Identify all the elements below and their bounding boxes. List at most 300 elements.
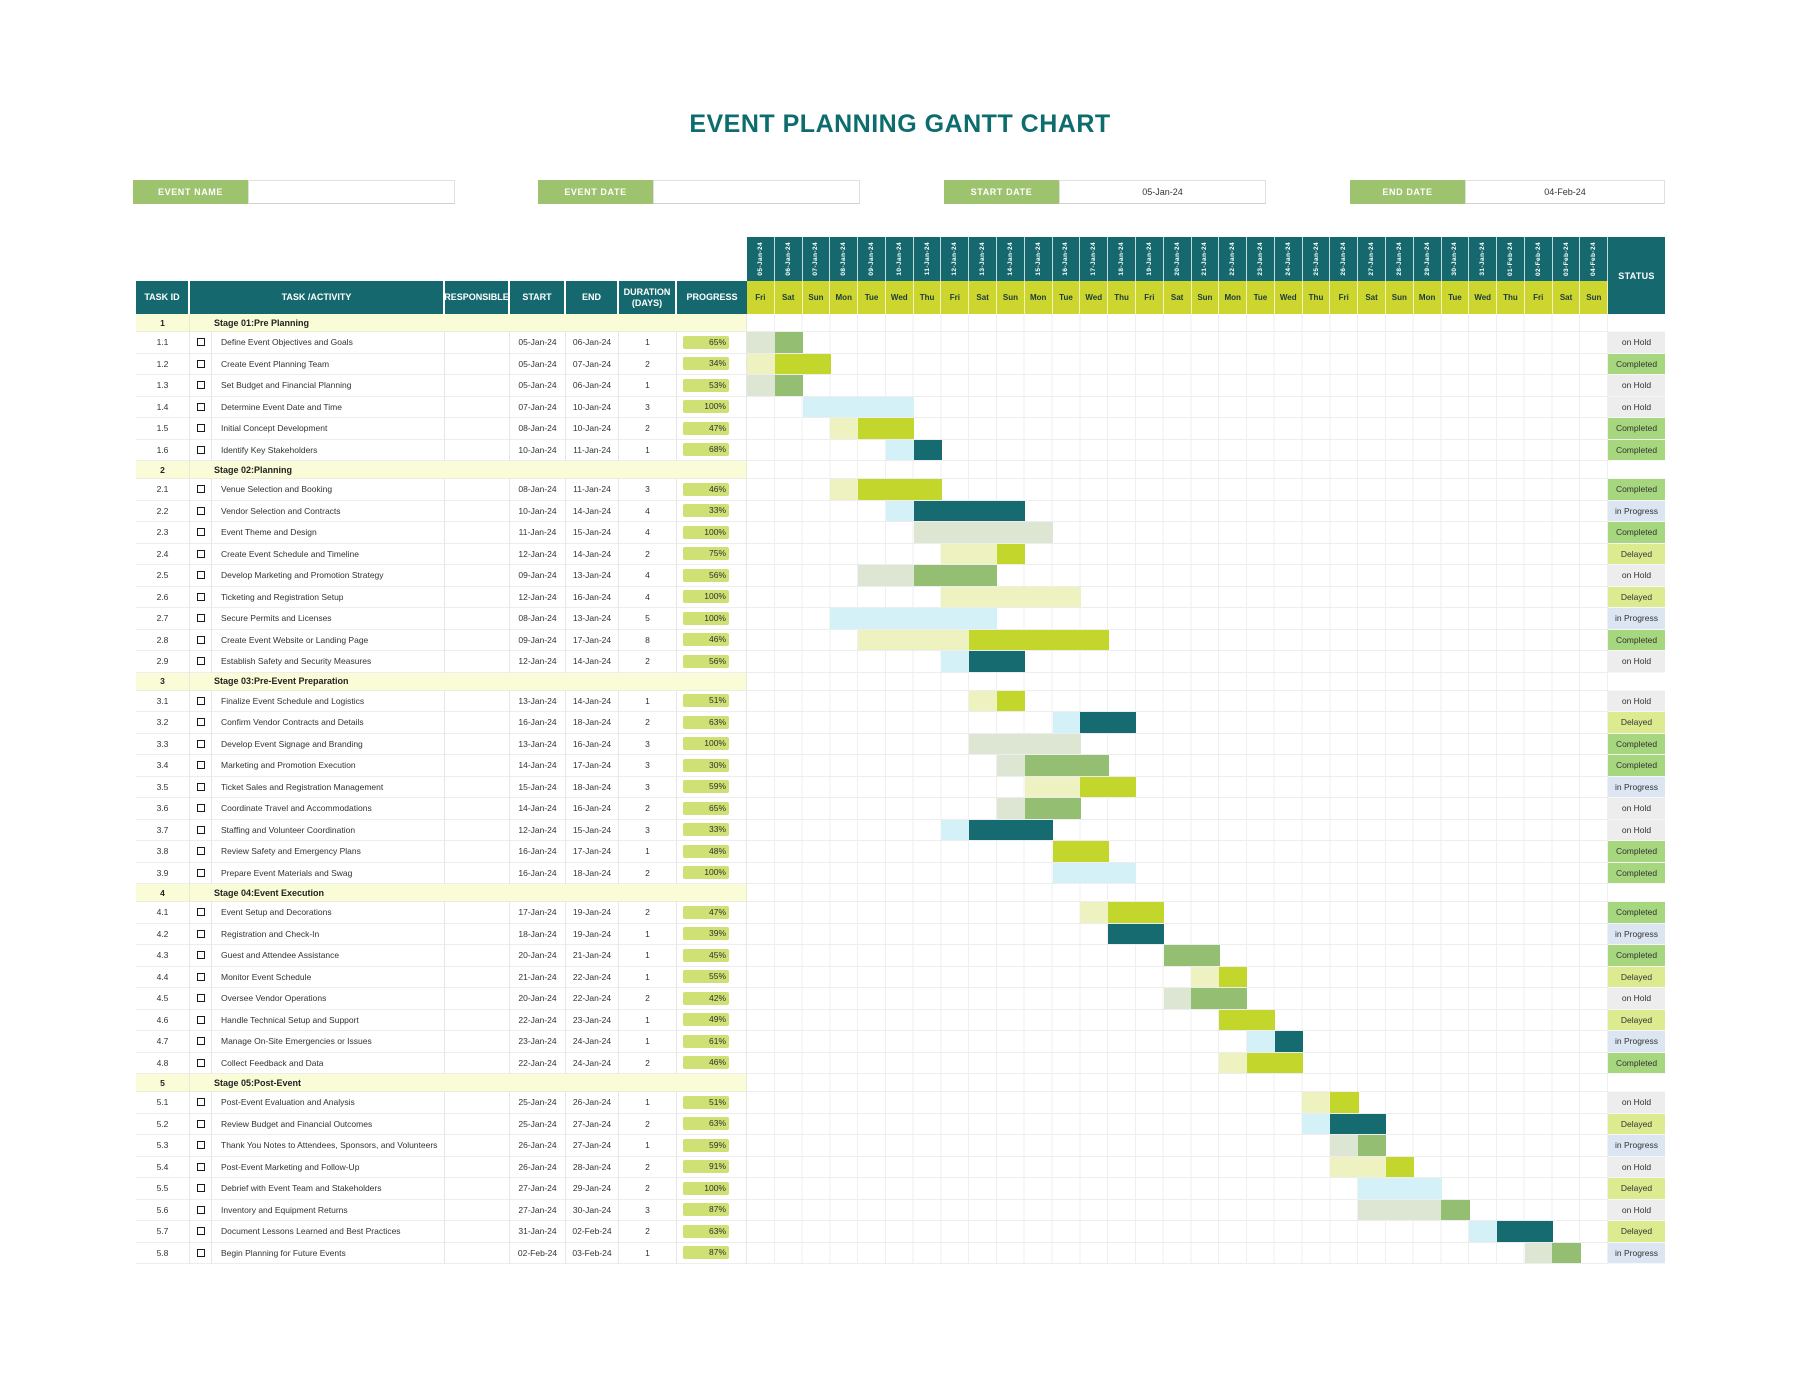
gantt-bar-segment xyxy=(886,501,914,522)
duration-cell: 1 xyxy=(619,1010,677,1032)
end-header: END xyxy=(566,281,619,314)
task-checkbox[interactable] xyxy=(197,951,205,959)
start-date-cell: 27-Jan-24 xyxy=(510,1178,566,1200)
task-checkbox[interactable] xyxy=(197,783,205,791)
gantt-bar-segment xyxy=(969,522,997,543)
stage-gantt-area xyxy=(747,461,1608,479)
date-header-cell xyxy=(1219,237,1247,281)
duration-cell: 1 xyxy=(619,1243,677,1265)
progress-cell xyxy=(677,354,747,376)
gantt-bar-segment xyxy=(969,587,997,608)
checkbox-cell xyxy=(190,924,212,946)
responsible-header: RESPONSIBLE xyxy=(445,281,510,314)
status-cell: on Hold xyxy=(1608,1157,1665,1179)
status-cell: Completed xyxy=(1608,479,1665,501)
task-row xyxy=(136,820,1665,842)
date-header-cell xyxy=(1136,237,1164,281)
progress-cell xyxy=(677,712,747,734)
task-checkbox[interactable] xyxy=(197,1098,205,1106)
task-checkbox[interactable] xyxy=(197,485,205,493)
gantt-bar-segment xyxy=(1497,1221,1525,1242)
progress-pill: 46% xyxy=(683,483,729,496)
gantt-bar-segment xyxy=(1025,734,1053,755)
gantt-bar-segment xyxy=(1525,1243,1553,1264)
task-checkbox[interactable] xyxy=(197,1141,205,1149)
end-date-cell: 14-Jan-24 xyxy=(566,691,619,713)
gantt-row-area xyxy=(747,1031,1608,1053)
start-date-cell: 22-Jan-24 xyxy=(510,1053,566,1075)
task-name-cell: Guest and Attendee Assistance xyxy=(212,945,445,967)
task-checkbox[interactable] xyxy=(197,360,205,368)
progress-pill: 75% xyxy=(683,547,729,560)
progress-cell xyxy=(677,988,747,1010)
gantt-row-area xyxy=(747,945,1608,967)
gantt-bar-segment xyxy=(747,354,775,375)
gantt-bar-segment xyxy=(1108,924,1136,945)
progress-pill: 33% xyxy=(683,823,729,836)
dow-header-cell: Fri xyxy=(1330,281,1358,314)
status-cell: Delayed xyxy=(1608,712,1665,734)
gantt-row-area xyxy=(747,1221,1608,1243)
progress-cell xyxy=(677,1031,747,1053)
stage-status-cell xyxy=(1608,314,1665,332)
event-name-input[interactable] xyxy=(248,180,455,204)
task-row xyxy=(136,1135,1665,1157)
end-date-cell: 06-Jan-24 xyxy=(566,375,619,397)
gantt-bar-segment xyxy=(1191,988,1219,1009)
end-date-cell: 14-Jan-24 xyxy=(566,651,619,673)
progress-cell xyxy=(677,544,747,566)
checkbox-cell xyxy=(190,945,212,967)
task-checkbox[interactable] xyxy=(197,973,205,981)
checkbox-cell xyxy=(190,863,212,885)
progress-pill: 30% xyxy=(683,759,729,772)
task-checkbox[interactable] xyxy=(197,507,205,515)
progress-cell xyxy=(677,1135,747,1157)
date-label: 30-Jan-24 xyxy=(1451,242,1459,276)
task-name-cell: Vendor Selection and Contracts xyxy=(212,501,445,523)
dow-header-cell: Mon xyxy=(830,281,858,314)
task-checkbox[interactable] xyxy=(197,826,205,834)
task-checkbox[interactable] xyxy=(197,424,205,432)
gantt-bar-segment xyxy=(886,479,914,500)
task-id-cell: 5.3 xyxy=(136,1135,190,1157)
dow-header-cell: Wed xyxy=(886,281,914,314)
gantt-row-area xyxy=(747,544,1608,566)
responsible-cell xyxy=(445,967,510,989)
start-date-cell: 20-Jan-24 xyxy=(510,988,566,1010)
gantt-bar-segment xyxy=(997,522,1025,543)
start-date-cell: 22-Jan-24 xyxy=(510,1010,566,1032)
responsible-cell xyxy=(445,1221,510,1243)
end-date-cell: 18-Jan-24 xyxy=(566,863,619,885)
date-header-cell xyxy=(1414,237,1442,281)
progress-cell xyxy=(677,691,747,713)
end-date-input[interactable]: 04-Feb-24 xyxy=(1465,180,1665,204)
task-checkbox[interactable] xyxy=(197,718,205,726)
progress-pill: 42% xyxy=(683,992,729,1005)
status-cell: Completed xyxy=(1608,755,1665,777)
task-id-cell: 4.8 xyxy=(136,1053,190,1075)
status-cell: in Progress xyxy=(1608,1135,1665,1157)
gantt-bar-segment xyxy=(858,608,886,629)
gantt-bar-segment xyxy=(886,565,914,586)
responsible-cell xyxy=(445,691,510,713)
progress-cell xyxy=(677,630,747,652)
status-cell: on Hold xyxy=(1608,565,1665,587)
end-date-cell: 17-Jan-24 xyxy=(566,841,619,863)
task-name-cell: Inventory and Equipment Returns xyxy=(212,1200,445,1222)
responsible-cell xyxy=(445,440,510,462)
progress-cell xyxy=(677,902,747,924)
gantt-bar-segment xyxy=(1219,988,1247,1009)
task-name-cell: Venue Selection and Booking xyxy=(212,479,445,501)
responsible-cell xyxy=(445,820,510,842)
progress-cell xyxy=(677,924,747,946)
checkbox-cell xyxy=(190,1010,212,1032)
task-name-cell: Event Theme and Design xyxy=(212,522,445,544)
gantt-row-area xyxy=(747,1114,1608,1136)
task-row xyxy=(136,988,1665,1010)
duration-cell: 2 xyxy=(619,354,677,376)
task-name-cell: Create Event Website or Landing Page xyxy=(212,630,445,652)
start-date-cell: 14-Jan-24 xyxy=(510,755,566,777)
start-date-cell: 23-Jan-24 xyxy=(510,1031,566,1053)
task-name-cell: Ticket Sales and Registration Management xyxy=(212,777,445,799)
task-name-cell: Identify Key Stakeholders xyxy=(212,440,445,462)
duration-cell: 2 xyxy=(619,988,677,1010)
gantt-bar-segment xyxy=(1025,522,1053,543)
stage-status-cell xyxy=(1608,1074,1665,1092)
date-label: 12-Jan-24 xyxy=(951,242,959,276)
progress-cell xyxy=(677,375,747,397)
gantt-bar-segment xyxy=(1414,1178,1442,1199)
task-id-cell: 5.8 xyxy=(136,1243,190,1265)
duration-cell: 2 xyxy=(619,418,677,440)
gantt-bar-segment xyxy=(1080,863,1108,884)
task-checkbox[interactable] xyxy=(197,1059,205,1067)
gantt-row-area xyxy=(747,1092,1608,1114)
responsible-cell xyxy=(445,798,510,820)
end-date-cell: 24-Jan-24 xyxy=(566,1053,619,1075)
date-header-cell xyxy=(1247,237,1275,281)
gantt-bar-segment xyxy=(830,608,858,629)
task-checkbox[interactable] xyxy=(197,908,205,916)
start-date-cell: 05-Jan-24 xyxy=(510,354,566,376)
progress-cell xyxy=(677,798,747,820)
task-row xyxy=(136,902,1665,924)
date-header-cell xyxy=(830,237,858,281)
gantt-bar-segment xyxy=(1469,1221,1497,1242)
date-header-cell xyxy=(997,237,1025,281)
progress-cell xyxy=(677,479,747,501)
date-label: 05-Jan-24 xyxy=(756,242,764,276)
gantt-bar-segment xyxy=(1053,841,1081,862)
gantt-bar-segment xyxy=(997,651,1025,672)
progress-pill: 34% xyxy=(683,357,729,370)
gantt-bar-segment xyxy=(969,734,997,755)
gantt-row-area xyxy=(747,1243,1608,1265)
responsible-cell xyxy=(445,544,510,566)
duration-cell: 4 xyxy=(619,587,677,609)
task-id-cell: 3.2 xyxy=(136,712,190,734)
task-checkbox[interactable] xyxy=(197,1037,205,1045)
dow-header-cell: Sat xyxy=(969,281,997,314)
start-date-cell: 08-Jan-24 xyxy=(510,418,566,440)
task-checkbox[interactable] xyxy=(197,1016,205,1024)
task-checkbox[interactable] xyxy=(197,930,205,938)
start-date-cell: 16-Jan-24 xyxy=(510,712,566,734)
date-header-row xyxy=(747,237,1608,281)
checkbox-cell xyxy=(190,712,212,734)
progress-pill: 51% xyxy=(683,1096,729,1109)
gantt-bar-segment xyxy=(997,798,1025,819)
start-date-cell: 16-Jan-24 xyxy=(510,863,566,885)
checkbox-cell xyxy=(190,902,212,924)
task-checkbox[interactable] xyxy=(197,1120,205,1128)
task-checkbox[interactable] xyxy=(197,636,205,644)
gantt-bar-segment xyxy=(1219,1053,1247,1074)
task-name-cell: Define Event Objectives and Goals xyxy=(212,332,445,354)
gantt-bar-segment xyxy=(969,630,997,651)
task-row xyxy=(136,841,1665,863)
task-checkbox[interactable] xyxy=(197,1249,205,1257)
stage-name: Stage 01:Pre Planning xyxy=(190,314,747,332)
task-id-cell: 1.2 xyxy=(136,354,190,376)
task-id-cell: 5.4 xyxy=(136,1157,190,1179)
status-cell: Completed xyxy=(1608,841,1665,863)
checkbox-cell xyxy=(190,1157,212,1179)
gantt-bar-segment xyxy=(1191,945,1219,966)
start-date-cell: 02-Feb-24 xyxy=(510,1243,566,1265)
event-date-input[interactable] xyxy=(653,180,860,204)
responsible-cell xyxy=(445,841,510,863)
task-checkbox[interactable] xyxy=(197,550,205,558)
progress-pill: 87% xyxy=(683,1203,729,1216)
task-id-cell: 2.5 xyxy=(136,565,190,587)
end-date-cell: 26-Jan-24 xyxy=(566,1092,619,1114)
checkbox-cell xyxy=(190,1135,212,1157)
gantt-bar-segment xyxy=(914,479,942,500)
task-row xyxy=(136,1243,1665,1265)
gantt-row-area xyxy=(747,630,1608,652)
task-id-cell: 3.9 xyxy=(136,863,190,885)
gantt-bar-segment xyxy=(1108,712,1136,733)
task-id-cell: 3.4 xyxy=(136,755,190,777)
task-id-cell: 4.7 xyxy=(136,1031,190,1053)
gantt-row-area xyxy=(747,988,1608,1010)
status-cell: in Progress xyxy=(1608,924,1665,946)
task-checkbox[interactable] xyxy=(197,847,205,855)
task-row xyxy=(136,777,1665,799)
end-date-cell: 15-Jan-24 xyxy=(566,820,619,842)
task-checkbox[interactable] xyxy=(197,593,205,601)
gantt-bar-segment xyxy=(830,397,858,418)
checkbox-cell xyxy=(190,397,212,419)
task-checkbox[interactable] xyxy=(197,1227,205,1235)
stage-id: 2 xyxy=(136,461,190,479)
date-label: 13-Jan-24 xyxy=(979,242,987,276)
task-name-cell: Finalize Event Schedule and Logistics xyxy=(212,691,445,713)
task-name-cell: Marketing and Promotion Execution xyxy=(212,755,445,777)
progress-cell xyxy=(677,734,747,756)
gantt-row-area xyxy=(747,798,1608,820)
duration-cell: 2 xyxy=(619,712,677,734)
gantt-bar-segment xyxy=(1053,734,1081,755)
task-row xyxy=(136,712,1665,734)
progress-pill: 65% xyxy=(683,802,729,815)
duration-cell: 1 xyxy=(619,945,677,967)
task-row xyxy=(136,522,1665,544)
task-checkbox[interactable] xyxy=(197,1184,205,1192)
task-checkbox[interactable] xyxy=(197,1163,205,1171)
gantt-row-area xyxy=(747,691,1608,713)
checkbox-cell xyxy=(190,691,212,713)
gantt-bar-segment xyxy=(1080,630,1108,651)
end-date-cell: 22-Jan-24 xyxy=(566,967,619,989)
gantt-bar-segment xyxy=(1025,630,1053,651)
date-header-cell xyxy=(1442,237,1470,281)
task-name-cell: Manage On-Site Emergencies or Issues xyxy=(212,1031,445,1053)
end-date-cell: 19-Jan-24 xyxy=(566,902,619,924)
task-row xyxy=(136,397,1665,419)
task-checkbox[interactable] xyxy=(197,761,205,769)
start-date-input[interactable]: 05-Jan-24 xyxy=(1059,180,1266,204)
dow-header-cell: Wed xyxy=(1275,281,1303,314)
task-row xyxy=(136,587,1665,609)
task-checkbox[interactable] xyxy=(197,740,205,748)
start-date-cell: 16-Jan-24 xyxy=(510,841,566,863)
checkbox-cell xyxy=(190,1243,212,1265)
date-header-cell xyxy=(858,237,886,281)
checkbox-cell xyxy=(190,777,212,799)
task-checkbox[interactable] xyxy=(197,994,205,1002)
dow-header-cell: Wed xyxy=(1469,281,1497,314)
status-cell: in Progress xyxy=(1608,501,1665,523)
task-checkbox[interactable] xyxy=(197,804,205,812)
gantt-bar-segment xyxy=(941,820,969,841)
date-label: 10-Jan-24 xyxy=(895,242,903,276)
task-checkbox[interactable] xyxy=(197,338,205,346)
gantt-bar-segment xyxy=(858,397,886,418)
gantt-row-area xyxy=(747,1157,1608,1179)
task-checkbox[interactable] xyxy=(197,869,205,877)
stage-row xyxy=(136,1074,1665,1092)
gantt-row-area xyxy=(747,734,1608,756)
responsible-cell xyxy=(445,734,510,756)
start-date-cell: 25-Jan-24 xyxy=(510,1114,566,1136)
progress-pill: 47% xyxy=(683,906,729,919)
duration-cell: 3 xyxy=(619,734,677,756)
task-id-cell: 4.3 xyxy=(136,945,190,967)
progress-cell xyxy=(677,945,747,967)
date-label: 23-Jan-24 xyxy=(1256,242,1264,276)
duration-cell: 2 xyxy=(619,544,677,566)
duration-cell: 5 xyxy=(619,608,677,630)
task-checkbox[interactable] xyxy=(197,697,205,705)
date-header-cell xyxy=(1580,237,1608,281)
duration-cell: 2 xyxy=(619,1178,677,1200)
responsible-cell xyxy=(445,479,510,501)
responsible-cell xyxy=(445,1178,510,1200)
stage-id: 1 xyxy=(136,314,190,332)
date-header-cell xyxy=(1525,237,1553,281)
progress-pill: 100% xyxy=(683,526,729,539)
status-cell: on Hold xyxy=(1608,691,1665,713)
task-row xyxy=(136,608,1665,630)
gantt-bar-segment xyxy=(969,608,997,629)
gantt-bar-segment xyxy=(886,440,914,461)
date-label: 11-Jan-24 xyxy=(923,242,931,276)
stage-name: Stage 05:Post-Event xyxy=(190,1074,747,1092)
task-checkbox[interactable] xyxy=(197,381,205,389)
start-date-cell: 18-Jan-24 xyxy=(510,924,566,946)
status-cell: Delayed xyxy=(1608,1114,1665,1136)
task-id-cell: 5.7 xyxy=(136,1221,190,1243)
date-label: 06-Jan-24 xyxy=(784,242,792,276)
gantt-row-area xyxy=(747,522,1608,544)
responsible-cell xyxy=(445,630,510,652)
progress-pill: 91% xyxy=(683,1160,729,1173)
gantt-bar-segment xyxy=(1358,1114,1386,1135)
task-id-cell: 3.3 xyxy=(136,734,190,756)
task-id-cell: 5.1 xyxy=(136,1092,190,1114)
task-checkbox[interactable] xyxy=(197,528,205,536)
status-cell: on Hold xyxy=(1608,798,1665,820)
progress-cell xyxy=(677,651,747,673)
progress-cell xyxy=(677,565,747,587)
task-id-cell: 3.6 xyxy=(136,798,190,820)
progress-cell xyxy=(677,440,747,462)
task-checkbox[interactable] xyxy=(197,446,205,454)
date-header-cell xyxy=(941,237,969,281)
dow-header-cell: Mon xyxy=(1219,281,1247,314)
stage-row xyxy=(136,314,1665,332)
end-date-cell: 07-Jan-24 xyxy=(566,354,619,376)
gantt-bar-segment xyxy=(1053,798,1081,819)
progress-cell xyxy=(677,332,747,354)
checkbox-cell xyxy=(190,734,212,756)
checkbox-cell xyxy=(190,522,212,544)
task-row xyxy=(136,354,1665,376)
gantt-row-area xyxy=(747,418,1608,440)
gantt-row-area xyxy=(747,375,1608,397)
start-date-cell: 31-Jan-24 xyxy=(510,1221,566,1243)
task-id-cell: 1.4 xyxy=(136,397,190,419)
gantt-row-area xyxy=(747,1135,1608,1157)
task-checkbox[interactable] xyxy=(197,571,205,579)
task-row xyxy=(136,501,1665,523)
gantt-bar-segment xyxy=(1302,1092,1330,1113)
date-label: 27-Jan-24 xyxy=(1368,242,1376,276)
responsible-cell xyxy=(445,397,510,419)
task-checkbox[interactable] xyxy=(197,403,205,411)
gantt-bar-segment xyxy=(1275,1053,1303,1074)
progress-cell xyxy=(677,1178,747,1200)
gantt-bar-segment xyxy=(1219,967,1247,988)
responsible-cell xyxy=(445,1092,510,1114)
dow-header-cell: Thu xyxy=(1497,281,1525,314)
start-date-cell: 12-Jan-24 xyxy=(510,587,566,609)
end-date-cell: 03-Feb-24 xyxy=(566,1243,619,1265)
start-date-cell: 11-Jan-24 xyxy=(510,522,566,544)
task-checkbox[interactable] xyxy=(197,657,205,665)
task-name-cell: Oversee Vendor Operations xyxy=(212,988,445,1010)
date-label: 22-Jan-24 xyxy=(1229,242,1237,276)
task-checkbox[interactable] xyxy=(197,1206,205,1214)
task-id-cell: 1.3 xyxy=(136,375,190,397)
task-checkbox[interactable] xyxy=(197,614,205,622)
